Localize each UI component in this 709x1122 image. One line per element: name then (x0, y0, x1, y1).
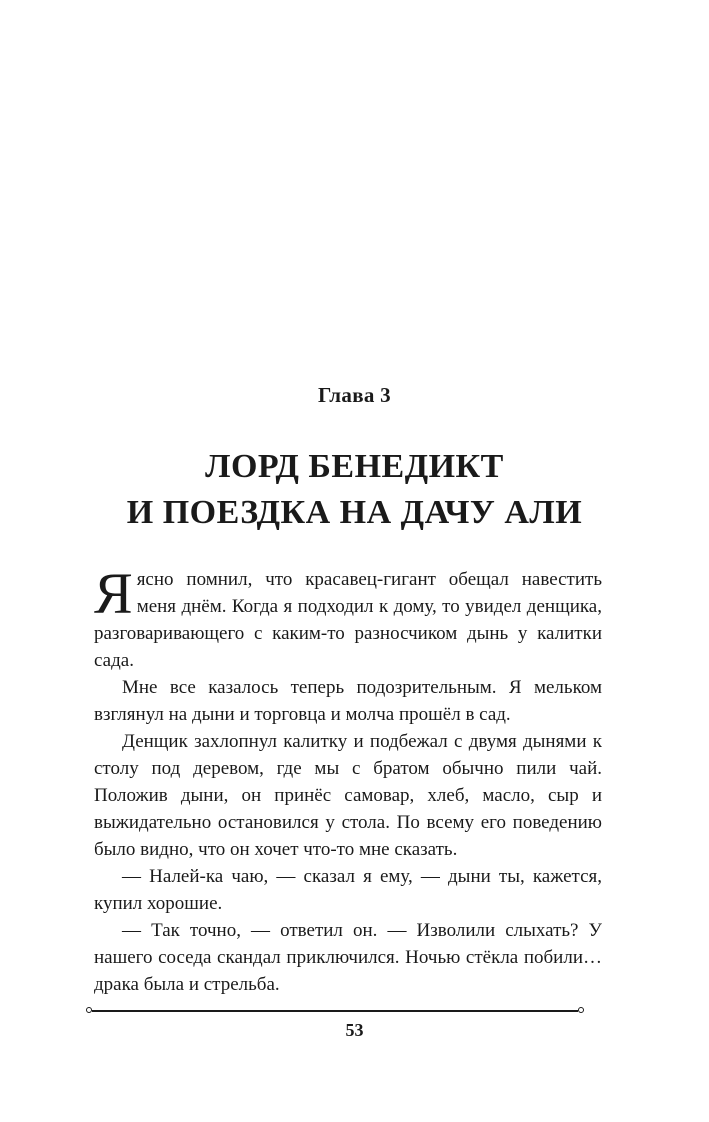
divider-end-circle-icon (86, 1007, 92, 1013)
body-text (94, 561, 602, 998)
chapter-label: Глава 3 (318, 383, 391, 407)
paragraph-4: — Налей-ка чаю, — сказал я ему, — дыни ты, кажется, купил хорошие. (94, 866, 602, 914)
chapter-title-line-2: И ПОЕЗДКА НА ДАЧУ АЛИ (126, 494, 583, 531)
chapter-title (0, 444, 709, 536)
paragraph-1-text: ясно помнил, что красавец-гигант обещал навестить меня днём. Когда я подходил к дому, то увидел денщика, разговаривающего с каким-то разносчиком дынь у калитки сада. (94, 569, 602, 671)
footer-divider (86, 1006, 584, 1016)
divider-end-circle-icon (578, 1007, 584, 1013)
page-number: 53 (345, 1020, 364, 1040)
paragraph-5: — Так точно, — ответил он. — Изволили слыхать? У нашего соседа скандал приключился. Ночью стёкла побили… драка была и стрельба. (94, 920, 602, 995)
chapter-title-line-1: ЛОРД БЕНЕДИКТ (205, 448, 504, 485)
footer-divider-line (92, 1010, 578, 1012)
paragraph-3: Денщик захлопнул калитку и подбежал с двумя дынями к столу под деревом, где мы с братом обычно пили чай. Положив дыни, он принёс самовар, хлеб, масло, сыр и выжидательно остановился у стола. По всему его поведению было видно, что он хочет что-то мне сказать. (94, 731, 602, 860)
drop-cap: Я (94, 561, 133, 626)
paragraph-1 (94, 561, 602, 674)
paragraph-2: Мне все казалось теперь подозрительным. Я мельком взглянул на дыни и торговца и молча прошёл в сад. (94, 677, 602, 725)
